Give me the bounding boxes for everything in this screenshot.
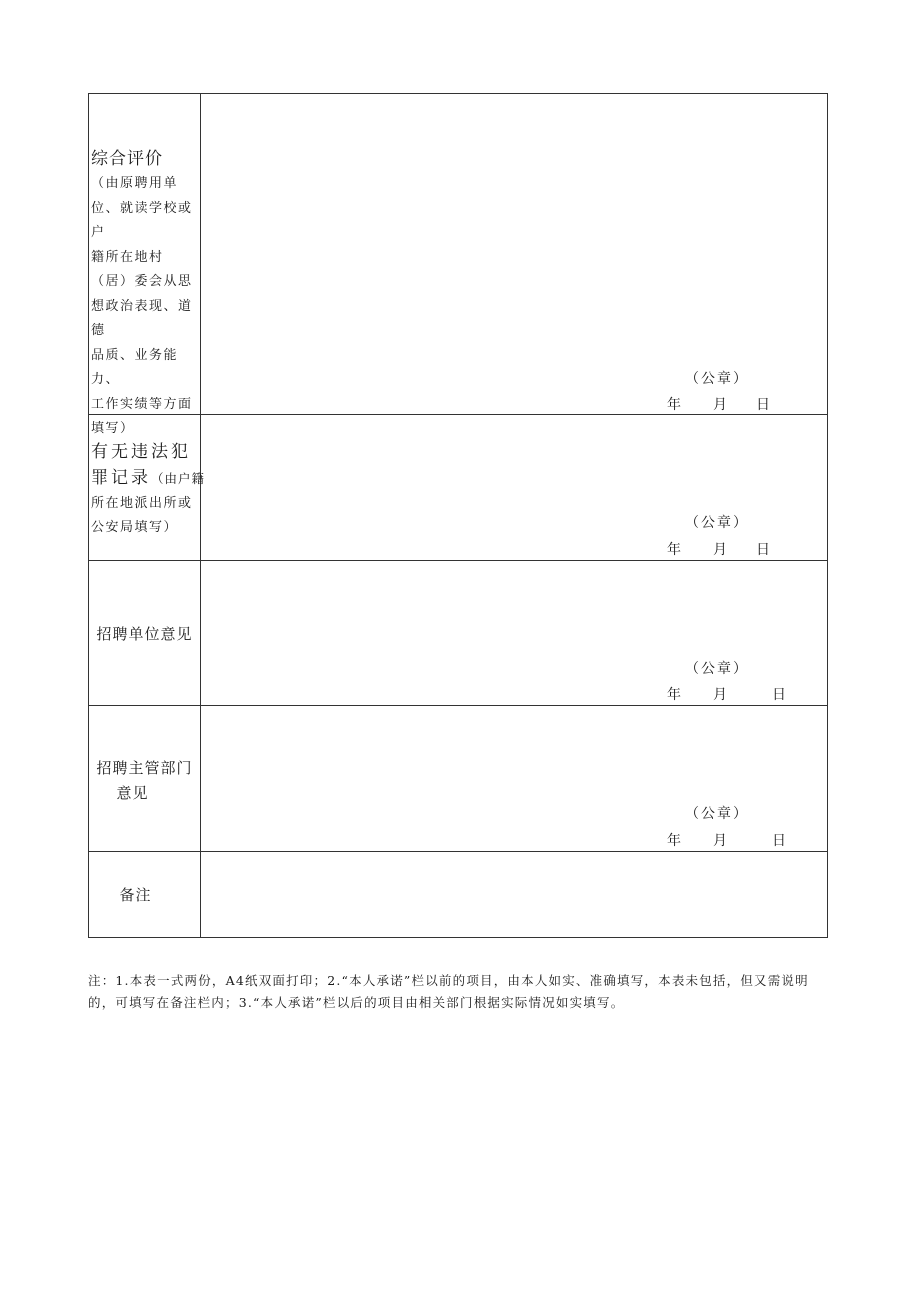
date-month-label: 月: [713, 397, 727, 413]
criminal-record-instruction-line: 所在地派出所或: [91, 495, 193, 511]
seal-label: （公章）: [685, 515, 749, 531]
remarks-row: [89, 852, 827, 938]
date-year-label: 年: [667, 542, 681, 558]
date-month-label: 月: [713, 687, 727, 703]
seal-label: （公章）: [685, 661, 749, 677]
date-day-label: 日: [756, 397, 770, 413]
date-day-label: 日: [772, 687, 786, 703]
seal-label: （公章）: [685, 806, 749, 822]
dept-opinion-title: 招聘主管部门: [96, 759, 193, 777]
evaluation-instruction-line: 工作实绩等方面: [91, 396, 193, 412]
date-month-label: 月: [713, 542, 727, 558]
form-table: [88, 93, 828, 938]
footnote-line: 的，可填写在备注栏内；3.“本人承诺”栏以后的项目由相关部门根据实际情况如实填写。: [88, 995, 625, 1010]
footnote-line: 注：1.本表一式两份，A4纸双面打印；2.“本人承诺”栏以前的项目，由本人如实、准确填写，本表未包括，但又需说明: [88, 973, 809, 988]
criminal-record-title-part: 罪记录: [91, 468, 151, 488]
criminal-record-instruction-inline: （由户籍: [151, 471, 206, 486]
remarks-content-field[interactable]: [201, 852, 827, 938]
evaluation-instruction-line: 籍所在地村: [91, 249, 164, 265]
dept-opinion-row: [89, 706, 827, 852]
criminal-record-row: [89, 415, 827, 561]
unit-opinion-row: [89, 561, 827, 706]
unit-opinion-title: 招聘单位意见: [96, 625, 193, 643]
dept-opinion-title: 意见: [116, 784, 149, 802]
criminal-record-label-cell: [89, 415, 206, 560]
dept-opinion-label-cell: [89, 706, 201, 851]
seal-label: （公章）: [685, 371, 749, 387]
remarks-title: 备注: [119, 886, 152, 904]
date-year-label: 年: [667, 687, 681, 703]
unit-opinion-content-field[interactable]: [201, 561, 827, 705]
evaluation-title: 综合评价: [91, 149, 163, 169]
evaluation-row: [89, 94, 827, 436]
evaluation-instruction-line: （居）委会从思: [91, 274, 193, 289]
remarks-label-cell: [89, 852, 201, 938]
evaluation-content-field[interactable]: [201, 94, 827, 414]
evaluation-instruction-line: 填写）: [91, 421, 135, 436]
unit-opinion-label-cell: [89, 561, 201, 705]
evaluation-instruction-line: 品质、业务能力、: [91, 347, 179, 387]
dept-opinion-content-field[interactable]: [201, 706, 827, 851]
date-day-label: 日: [772, 833, 786, 849]
date-year-label: 年: [667, 397, 681, 413]
evaluation-instruction-line: （由原聘用单: [91, 176, 179, 191]
criminal-record-content-field[interactable]: [201, 415, 827, 560]
evaluation-instruction-line: 位、就读学校或户: [91, 200, 193, 240]
date-day-label: 日: [756, 542, 770, 558]
date-month-label: 月: [713, 833, 727, 849]
evaluation-instruction-line: 想政治表现、道德: [91, 298, 193, 338]
evaluation-label-cell: [89, 94, 201, 436]
criminal-record-title: 有无违法犯: [91, 442, 191, 462]
date-year-label: 年: [667, 833, 681, 849]
criminal-record-instruction-line: 公安局填写）: [91, 520, 179, 535]
footnote: [88, 970, 830, 1014]
criminal-record-title-line: [91, 465, 206, 492]
